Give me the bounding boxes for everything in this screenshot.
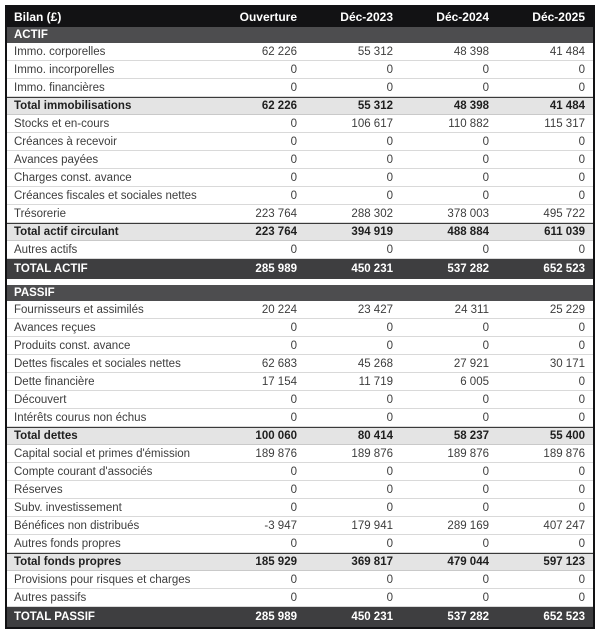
row-value: 6 005 — [460, 375, 489, 388]
row-label: Charges const. avance — [14, 171, 132, 184]
row-value: 289 169 — [447, 519, 489, 532]
table-row-interets-courus-non-echus — [7, 409, 593, 427]
column-header-dec-2024: Déc-2024 — [436, 10, 489, 24]
row-value: 450 231 — [351, 263, 393, 275]
row-value: 0 — [482, 483, 489, 496]
row-value: 394 919 — [351, 226, 393, 238]
row-value: 0 — [482, 339, 489, 352]
row-value: 0 — [578, 483, 585, 496]
row-label: Stocks et en-cours — [14, 117, 110, 130]
row-value: 0 — [386, 153, 393, 166]
row-label: Provisions pour risques et charges — [14, 573, 191, 586]
row-value: 0 — [482, 63, 489, 76]
row-label: TOTAL ACTIF — [14, 263, 88, 275]
row-value: 0 — [290, 573, 297, 586]
row-value: 0 — [578, 573, 585, 586]
table-row-provisions-pour-risques-et-charges — [7, 571, 593, 589]
row-value: 0 — [290, 135, 297, 148]
row-value: 0 — [386, 81, 393, 94]
row-value: 652 523 — [543, 263, 585, 275]
row-label: Autres fonds propres — [14, 537, 121, 550]
table-row-stocks-et-en-cours — [7, 115, 593, 133]
row-value: 0 — [578, 243, 585, 256]
row-value: 0 — [482, 573, 489, 586]
row-value: 0 — [578, 501, 585, 514]
row-value: 41 484 — [549, 100, 585, 112]
row-value: 285 989 — [255, 611, 297, 623]
row-value: 0 — [482, 243, 489, 256]
row-value: 41 484 — [549, 45, 585, 58]
row-value: 0 — [482, 153, 489, 166]
row-value: 0 — [386, 411, 393, 424]
table-row-immo-corporelles — [7, 43, 593, 61]
row-value: 0 — [386, 483, 393, 496]
row-value: 0 — [290, 501, 297, 514]
row-value: 597 123 — [543, 556, 585, 568]
row-value: 0 — [290, 591, 297, 604]
row-value: 0 — [482, 81, 489, 94]
row-value: 0 — [578, 591, 585, 604]
table-row-creances-a-recevoir — [7, 133, 593, 151]
row-value: 0 — [290, 393, 297, 406]
row-value: 0 — [386, 465, 393, 478]
row-value: 0 — [578, 189, 585, 202]
table-row-dettes-fiscales-et-sociales-nettes — [7, 355, 593, 373]
row-value: 369 817 — [351, 556, 393, 568]
row-value: 0 — [290, 81, 297, 94]
row-value: 0 — [386, 243, 393, 256]
row-value: 0 — [578, 171, 585, 184]
table-row-creances-fiscales-et-sociales-nettes — [7, 187, 593, 205]
table-row-decouvert — [7, 391, 593, 409]
row-value: 0 — [578, 321, 585, 334]
row-value: 652 523 — [543, 611, 585, 623]
row-label: Autres passifs — [14, 591, 87, 604]
row-value: 0 — [578, 135, 585, 148]
row-value: 0 — [482, 537, 489, 550]
row-value: 55 312 — [357, 100, 393, 112]
row-value: 0 — [386, 135, 393, 148]
row-value: 0 — [482, 171, 489, 184]
row-label: Total fonds propres — [14, 556, 122, 568]
row-value: 115 317 — [544, 117, 585, 130]
row-value: 0 — [578, 411, 585, 424]
row-value: 0 — [386, 537, 393, 550]
table-row-avances-payees — [7, 151, 593, 169]
row-value: 288 302 — [351, 207, 393, 220]
row-value: 0 — [290, 537, 297, 550]
row-value: 0 — [386, 393, 393, 406]
row-value: 0 — [290, 63, 297, 76]
row-value: 110 882 — [448, 117, 489, 130]
row-value: 0 — [290, 171, 297, 184]
row-value: 0 — [578, 63, 585, 76]
row-value: 23 427 — [357, 303, 393, 316]
row-label: Réserves — [14, 483, 63, 496]
row-label: Avances reçues — [14, 321, 96, 334]
row-value: 189 876 — [447, 447, 489, 460]
table-row-autres-fonds-propres — [7, 535, 593, 553]
row-value: 488 884 — [447, 226, 489, 238]
row-value: -3 947 — [264, 519, 297, 532]
row-value: 0 — [290, 117, 297, 130]
row-value: 0 — [386, 501, 393, 514]
row-value: 55 312 — [357, 45, 393, 58]
table-row-total-fonds-propres — [7, 553, 593, 571]
section-header-actif — [7, 27, 593, 43]
row-value: 223 764 — [255, 207, 297, 220]
row-value: 62 683 — [261, 357, 297, 370]
row-value: 0 — [578, 81, 585, 94]
row-value: 27 921 — [453, 357, 489, 370]
row-value: 0 — [482, 189, 489, 202]
row-label: Dettes fiscales et sociales nettes — [14, 357, 181, 370]
table-row-immo-financieres — [7, 79, 593, 97]
row-label: Total immobilisations — [14, 100, 132, 112]
row-value: 11 719 — [358, 375, 393, 388]
row-label: Découvert — [14, 393, 67, 406]
row-label: Créances à recevoir — [14, 135, 117, 148]
row-label: Créances fiscales et sociales nettes — [14, 189, 197, 202]
row-value: 0 — [578, 393, 585, 406]
row-value: 0 — [386, 63, 393, 76]
row-label: ACTIF — [14, 29, 48, 41]
row-label: Bénéfices non distribués — [14, 519, 140, 532]
table-row-fournisseurs-et-assimiles — [7, 301, 593, 319]
balance-sheet-table — [5, 5, 595, 629]
row-label: Avances payées — [14, 153, 99, 166]
table-title: Bilan (£) — [14, 10, 62, 24]
table-row-avances-recues — [7, 319, 593, 337]
row-value: 189 876 — [543, 447, 585, 460]
row-value: 0 — [386, 321, 393, 334]
row-value: 0 — [482, 411, 489, 424]
column-header-ouverture: Ouverture — [239, 10, 297, 24]
row-value: 100 060 — [255, 430, 297, 442]
row-label: Capital social et primes d'émission — [14, 447, 191, 460]
table-row-compte-courant-d-associes — [7, 463, 593, 481]
row-label: Produits const. avance — [14, 339, 131, 352]
row-value: 537 282 — [447, 263, 489, 275]
table-row-immo-incorporelles — [7, 61, 593, 79]
row-value: 537 282 — [447, 611, 489, 623]
row-value: 25 229 — [549, 303, 585, 316]
row-value: 0 — [482, 591, 489, 604]
row-value: 62 226 — [261, 45, 297, 58]
table-row-autres-passifs — [7, 589, 593, 607]
row-value: 0 — [482, 465, 489, 478]
row-label: Intérêts courus non échus — [14, 411, 147, 424]
row-value: 407 247 — [543, 519, 585, 532]
row-value: 185 929 — [255, 556, 297, 568]
table-row-dette-financiere — [7, 373, 593, 391]
row-value: 0 — [290, 465, 297, 478]
row-value: 0 — [482, 501, 489, 514]
table-row-total-dettes — [7, 427, 593, 445]
row-label: PASSIF — [14, 287, 55, 299]
row-value: 189 876 — [255, 447, 297, 460]
row-value: 0 — [290, 321, 297, 334]
row-value: 0 — [290, 153, 297, 166]
row-value: 611 039 — [544, 226, 585, 238]
row-value: 285 989 — [255, 263, 297, 275]
column-header-dec-2023: Déc-2023 — [340, 10, 393, 24]
row-label: Total dettes — [14, 430, 78, 442]
row-label: Fournisseurs et assimilés — [14, 303, 144, 316]
section-header-passif — [7, 285, 593, 301]
row-value: 0 — [290, 189, 297, 202]
table-row-charges-const-avance — [7, 169, 593, 187]
row-value: 0 — [578, 465, 585, 478]
row-value: 24 311 — [454, 303, 489, 316]
row-value: 0 — [578, 375, 585, 388]
row-value: 80 414 — [357, 430, 393, 442]
row-value: 495 722 — [543, 207, 585, 220]
row-value: 20 224 — [261, 303, 297, 316]
row-value: 0 — [386, 339, 393, 352]
row-value: 378 003 — [447, 207, 489, 220]
table-row-total-actif-circulant — [7, 223, 593, 241]
row-value: 0 — [482, 393, 489, 406]
row-value: 58 237 — [453, 430, 489, 442]
row-value: 55 400 — [549, 430, 585, 442]
row-label: Dette financière — [14, 375, 95, 388]
row-value: 0 — [290, 483, 297, 496]
row-value: 0 — [578, 339, 585, 352]
table-row-subv-investissement — [7, 499, 593, 517]
table-row-total-immobilisations — [7, 97, 593, 115]
table-row-benefices-non-distribues — [7, 517, 593, 535]
table-row-tresorerie — [7, 205, 593, 223]
row-value: 0 — [386, 573, 393, 586]
row-label: Immo. corporelles — [14, 45, 106, 58]
row-value: 179 941 — [351, 519, 393, 532]
row-label: Immo. financières — [14, 81, 105, 94]
row-value: 479 044 — [447, 556, 489, 568]
row-label: Immo. incorporelles — [14, 63, 115, 76]
row-label: Trésorerie — [14, 207, 66, 220]
table-row-autres-actifs — [7, 241, 593, 259]
row-value: 0 — [290, 339, 297, 352]
row-value: 0 — [386, 189, 393, 202]
row-value: 17 154 — [261, 375, 297, 388]
row-value: 0 — [578, 537, 585, 550]
table-body — [7, 27, 593, 627]
row-value: 62 226 — [261, 100, 297, 112]
row-value: 48 398 — [453, 45, 489, 58]
total-row-total-actif — [7, 259, 593, 279]
row-value: 223 764 — [255, 226, 297, 238]
row-value: 0 — [386, 171, 393, 184]
row-value: 0 — [386, 591, 393, 604]
row-value: 0 — [578, 153, 585, 166]
row-label: Compte courant d'associés — [14, 465, 153, 478]
row-label: TOTAL PASSIF — [14, 611, 95, 623]
row-label: Subv. investissement — [14, 501, 122, 514]
table-header-row — [7, 7, 593, 27]
table-row-produits-const-avance — [7, 337, 593, 355]
row-label: Autres actifs — [14, 243, 78, 256]
row-value: 30 171 — [549, 357, 585, 370]
row-label: Total actif circulant — [14, 226, 119, 238]
row-value: 0 — [290, 411, 297, 424]
column-header-dec-2025: Déc-2025 — [532, 10, 585, 24]
row-value: 450 231 — [351, 611, 393, 623]
row-value: 0 — [482, 135, 489, 148]
table-row-capital-social-et-primes-d-emission — [7, 445, 593, 463]
total-row-total-passif — [7, 607, 593, 627]
table-row-reserves — [7, 481, 593, 499]
row-value: 0 — [290, 243, 297, 256]
row-value: 48 398 — [453, 100, 489, 112]
row-value: 0 — [482, 321, 489, 334]
row-value: 106 617 — [351, 117, 393, 130]
row-value: 45 268 — [357, 357, 393, 370]
row-value: 189 876 — [351, 447, 393, 460]
